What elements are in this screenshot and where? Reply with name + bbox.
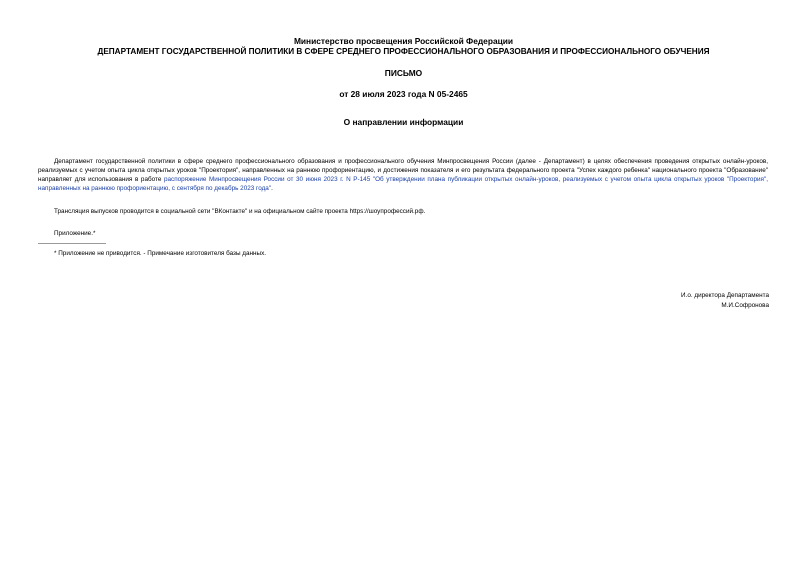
paragraph-main-end: . [271,185,273,192]
signatory-name: М.И.Софронова [721,302,769,309]
footnote-divider [38,243,106,244]
document-subject: О направлении информации [343,117,464,127]
ministry-name: Министерство просвещения Российской Федерации [293,36,514,46]
paragraph-main [38,157,768,193]
signatory-title: И.о. директора Департамента [681,292,769,299]
paragraph-main-text: Департамент государственной политики в сфере среднего профессионального образования и профессионального обучения Минпросвещения России (далее - Департамент) в целях обеспечения проведения открытых онлайн-уроков, реализуемых с учетом опыта цикла открытых уроков "Проектория", направленных на раннюю профориентацию, и достижения показателя и его результата федерального проекта "Успех каждого ребенка" национального проекта "Образование" направляет для использования в работе [38,158,768,183]
footnote-text: * Приложение не приводится. - Примечание изготовителя базы данных. [54,250,267,257]
paragraph-broadcast: Трансляция выпусков проводится в социальной сети "ВКонтакте" и на официальном сайте проекта https://шоупрофессий.рф. [54,208,426,215]
order-reference-link[interactable]: распоряжение Минпросвещения России от 30 июня 2023 г. N Р-145 "Об утверждении плана публикации открытых онлайн-уроков, реализуемых с учетом опыта цикла открытых уроков "Проектория", направленных на раннюю профориентацию, с сентября по декабрь 2023 года" [38,176,768,192]
document-date: от 28 июля 2023 года N 05-2465 [339,89,468,99]
paragraph-attachment: Приложение.* [54,230,96,237]
department-name: ДЕПАРТАМЕНТ ГОСУДАРСТВЕННОЙ ПОЛИТИКИ В СФЕРЕ СРЕДНЕГО ПРОФЕССИОНАЛЬНОГО ОБРАЗОВАНИЯ И ПРОФЕССИОНАЛЬНОГО ОБУЧЕНИЯ [97,47,710,56]
document-type: ПИСЬМО [384,68,423,78]
